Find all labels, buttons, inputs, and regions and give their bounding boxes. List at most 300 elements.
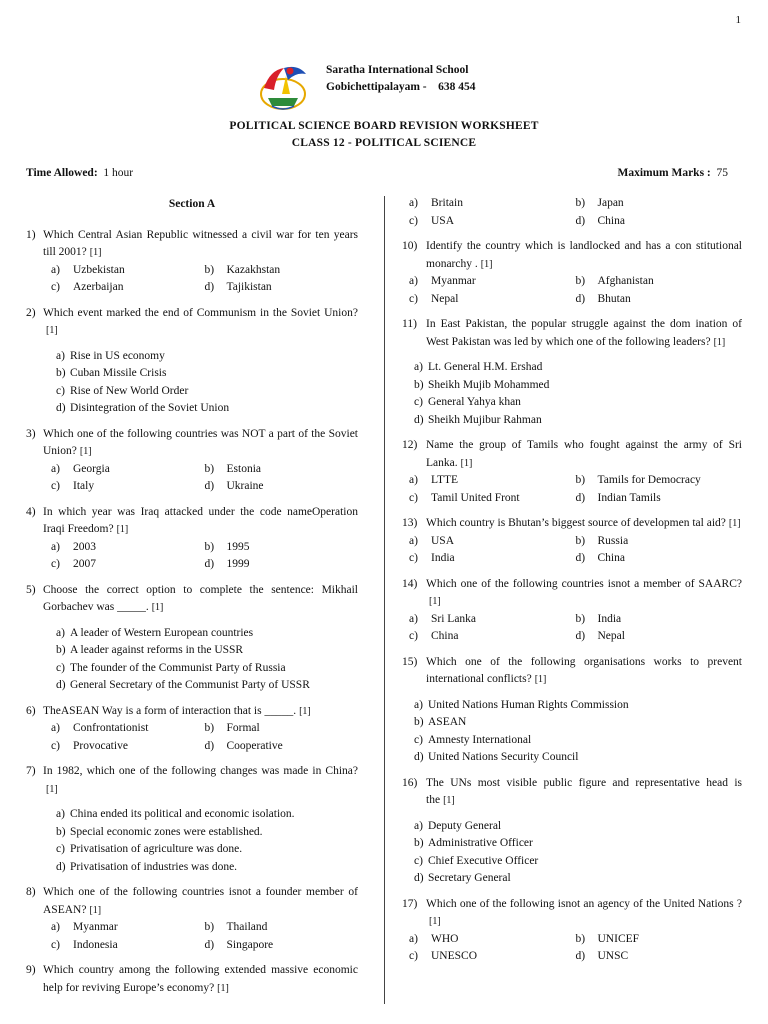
- option-letter: a): [409, 275, 418, 287]
- question-stem: [26, 504, 358, 539]
- option-letter: d): [414, 751, 424, 763]
- right-column: [402, 195, 742, 974]
- option-letter: a): [51, 921, 60, 933]
- question-13: [402, 515, 742, 568]
- question-mark: [1]: [429, 916, 441, 927]
- option-text: Sheikh Mujib Mohammed: [428, 378, 550, 391]
- question-mark: [1]: [443, 795, 455, 806]
- option-14-2: [576, 611, 743, 629]
- option-text: Indonesia: [73, 938, 118, 951]
- question-11: [402, 316, 742, 429]
- option-9-2: [576, 195, 743, 213]
- question-stem: [402, 316, 742, 351]
- question-text: In East Pakistan, the popular struggle against the dom ination of West Pakistan was led by which one of the following leaders?: [426, 318, 742, 348]
- option-letter: d): [414, 413, 424, 426]
- option-text: General Yahya khan: [428, 396, 521, 408]
- option-letter: c): [414, 854, 423, 867]
- question-text-block: [43, 227, 358, 262]
- option-text: Myanmar: [73, 921, 118, 933]
- option-letter: c): [414, 396, 423, 408]
- option-text: Lt. General H.M. Ershad: [428, 361, 543, 373]
- question-options: [26, 461, 358, 496]
- question-text: Which one of the following isnot an agency of the United Nations ?: [426, 897, 742, 910]
- option-7-4: [56, 859, 358, 877]
- option-letter: c): [409, 292, 418, 305]
- option-letter: a): [409, 612, 418, 625]
- option-letter: b): [575, 612, 586, 625]
- option-5-3: [56, 660, 358, 678]
- option-letter: b): [204, 263, 215, 276]
- option-letter: b): [414, 378, 424, 391]
- question-stem: [402, 515, 742, 533]
- option-1-4: [205, 279, 359, 297]
- question-stem: [26, 582, 358, 617]
- option-letter: b): [204, 921, 215, 933]
- question-mark: [1]: [151, 602, 164, 613]
- option-16-2: [414, 835, 742, 853]
- option-16-3: [414, 853, 742, 871]
- option-text: Indian Tamils: [597, 491, 661, 504]
- right-question-list: [402, 238, 742, 966]
- option-letter: b): [414, 837, 424, 849]
- option-text: 2003: [73, 540, 96, 553]
- option-letter: d): [575, 552, 586, 564]
- class-title: CLASS 12 - POLITICAL SCIENCE: [291, 137, 477, 149]
- question-mark: [1]: [429, 596, 441, 607]
- option-11-1: [414, 359, 742, 377]
- question-9: [26, 962, 358, 997]
- option-text: China ended its political and economic isolation.: [70, 808, 295, 820]
- question-options: [26, 262, 358, 297]
- question-text: Identify the country which is landlocked and has a con stitutional monarchy .: [426, 240, 742, 270]
- option-text: LTTE: [431, 474, 459, 486]
- question-number: 17): [402, 897, 418, 910]
- option-letter: c): [51, 558, 60, 570]
- option-3-3: [51, 478, 205, 496]
- question-options: [402, 273, 742, 308]
- option-text: China: [597, 552, 625, 564]
- question-options: [26, 919, 358, 954]
- option-7-1: [56, 806, 358, 824]
- question-number: 9): [26, 964, 36, 976]
- option-text: Ukraine: [226, 480, 264, 492]
- question-options: [402, 818, 742, 888]
- option-text: China: [431, 630, 459, 642]
- option-letter: d): [56, 860, 66, 873]
- option-letter: b): [575, 932, 586, 945]
- question-options: [402, 472, 742, 507]
- question-text-block: [426, 896, 742, 931]
- question-stem: [26, 962, 358, 997]
- question-options: [26, 720, 358, 755]
- option-letter: b): [204, 540, 215, 553]
- option-letter: c): [409, 552, 418, 564]
- question-text-block: [426, 654, 742, 689]
- question-options: [26, 348, 358, 418]
- option-letter: d): [414, 872, 424, 884]
- option-13-2: [576, 533, 743, 551]
- question-text: TheASEAN Way is a form of interaction that is _____.: [43, 704, 297, 717]
- option-text: UNSC: [597, 950, 629, 962]
- question-number: 3): [26, 427, 36, 440]
- option-letter: d): [204, 938, 215, 951]
- option-9-3: [409, 213, 576, 231]
- question-14: [402, 576, 742, 646]
- question-options: [26, 806, 358, 876]
- question-12: [402, 437, 742, 507]
- question-stem: [402, 896, 742, 931]
- question-text: Name the group of Tamils who fought against the army of Sri Lanka.: [426, 439, 742, 469]
- question-mark: [1]: [217, 982, 229, 994]
- question-mark: [1]: [89, 247, 102, 258]
- question-text: The UNs most visible public figure and representative head is the: [426, 776, 742, 806]
- question-stem: [26, 763, 358, 798]
- option-17-2: [576, 931, 743, 949]
- option-1-2: [205, 262, 359, 280]
- question-stem: [26, 227, 358, 262]
- option-letter: b): [56, 367, 66, 379]
- section-a-title: Section A: [168, 198, 216, 210]
- question-number: 11): [402, 318, 417, 330]
- question-number: 16): [402, 776, 418, 789]
- question-text: In which year was Iraq attacked under the code nameOperation Iraqi Freedom?: [43, 505, 358, 535]
- option-letter: b): [204, 462, 215, 475]
- question-text: Which one of the following countries isnot a founder member of ASEAN?: [43, 886, 358, 916]
- option-letter: d): [575, 491, 586, 504]
- question-options: [402, 533, 742, 568]
- option-6-1: [51, 720, 205, 738]
- question-options: [402, 359, 742, 429]
- option-17-1: [409, 931, 576, 949]
- time-allowed-value: 1 hour: [103, 167, 134, 179]
- option-text: Uzbekistan: [73, 263, 125, 276]
- option-text: United Nations Human Rights Commission: [428, 698, 629, 711]
- question-text-block: [43, 582, 358, 617]
- option-13-3: [409, 550, 576, 568]
- option-4-4: [205, 556, 359, 574]
- option-10-1: [409, 273, 576, 291]
- option-16-4: [414, 870, 742, 888]
- option-text: Privatisation of industries was done.: [70, 860, 238, 873]
- option-text: Cuban Missile Crisis: [70, 367, 167, 379]
- option-text: India: [597, 612, 622, 625]
- option-14-3: [409, 628, 576, 646]
- question-number: 8): [26, 886, 36, 898]
- option-letter: a): [56, 349, 65, 362]
- option-text: Nepal: [431, 292, 459, 305]
- question-text-block: [426, 316, 742, 351]
- question-number: 13): [402, 517, 418, 529]
- option-8-1: [51, 919, 205, 937]
- question-5: [26, 582, 358, 695]
- option-13-1: [409, 533, 576, 551]
- option-text: Special economic zones were established.: [70, 825, 263, 838]
- option-text: Singapore: [226, 938, 274, 951]
- question-text: Which Central Asian Republic witnessed a civil war for ten years till 2001?: [43, 228, 358, 258]
- option-text: Italy: [73, 480, 95, 492]
- max-marks-value: 75: [716, 167, 728, 179]
- option-text: 2007: [73, 558, 96, 570]
- question-17: [402, 896, 742, 966]
- option-text: Rise of New World Order: [70, 384, 189, 397]
- option-7-2: [56, 824, 358, 842]
- question-text: In 1982, which one of the following changes was made in China?: [43, 765, 358, 777]
- question-7: [26, 763, 358, 876]
- question-stem: [402, 775, 742, 810]
- option-text: 1995: [226, 540, 250, 553]
- option-8-4: [205, 937, 359, 955]
- question-text: Which country among the following extended massive economic help for reviving Europe’s economy?: [43, 964, 358, 994]
- option-letter: b): [575, 534, 586, 547]
- option-text: Afghanistan: [597, 275, 654, 287]
- option-letter: d): [575, 630, 586, 642]
- question-options: [402, 931, 742, 966]
- question-mark: [1]: [534, 674, 547, 685]
- question-text: Choose the correct option to complete the sentence: Mikhail Gorbachev was _____.: [43, 583, 358, 613]
- option-15-3: [414, 732, 742, 750]
- option-letter: c): [409, 491, 418, 504]
- option-text: Disintegration of the Soviet Union: [70, 402, 230, 414]
- option-text: Secretary General: [428, 872, 511, 884]
- option-9-4: [576, 213, 743, 231]
- question-10: [402, 238, 742, 308]
- question-text-block: [43, 703, 358, 721]
- left-question-list: [26, 227, 358, 998]
- option-letter: c): [56, 843, 65, 855]
- option-letter: d): [575, 292, 586, 305]
- option-text: Azerbaijan: [73, 281, 124, 293]
- option-text: India: [431, 552, 455, 564]
- question-mark: [1]: [79, 446, 92, 457]
- option-3-4: [205, 478, 359, 496]
- option-text: 1999: [226, 558, 250, 570]
- option-letter: b): [575, 275, 586, 287]
- option-text: USA: [431, 214, 455, 227]
- question-text: Which one of the following countries was NOT a part of the Soviet Union?: [43, 427, 358, 457]
- option-letter: b): [575, 474, 586, 486]
- option-text: Privatisation of agriculture was done.: [70, 843, 243, 855]
- option-5-4: [56, 677, 358, 695]
- worksheet-title: POLITICAL SCIENCE BOARD REVISION WORKSHEET: [229, 120, 539, 132]
- option-6-4: [205, 738, 359, 756]
- question-stem: [402, 576, 742, 611]
- option-8-2: [205, 919, 359, 937]
- option-17-4: [576, 948, 743, 966]
- option-4-1: [51, 539, 205, 557]
- option-letter: a): [51, 462, 60, 475]
- option-10-4: [576, 291, 743, 309]
- question-mark: [1]: [299, 705, 311, 717]
- option-text: The founder of the Communist Party of Russia: [70, 661, 286, 674]
- option-text: UNESCO: [431, 950, 478, 962]
- question-mark: [1]: [116, 524, 129, 535]
- option-letter: b): [414, 716, 424, 728]
- option-11-4: [414, 412, 742, 430]
- option-text: China: [597, 214, 625, 227]
- question-text-block: [43, 426, 358, 461]
- option-letter: a): [51, 722, 60, 734]
- option-text: Provocative: [73, 739, 128, 752]
- option-14-4: [576, 628, 743, 646]
- option-13-4: [576, 550, 743, 568]
- option-15-4: [414, 749, 742, 767]
- column-divider: [384, 196, 385, 1004]
- question-text: Which country is Bhutan’s biggest source of developmen tal aid?: [426, 517, 726, 529]
- option-text: Kazakhstan: [226, 263, 281, 276]
- option-text: Britain: [431, 197, 463, 209]
- school-pin: 638 454: [438, 81, 476, 93]
- option-letter: b): [56, 825, 66, 838]
- question-text: Which event marked the end of Communism in the Soviet Union?: [43, 306, 358, 319]
- question-text-block: [43, 962, 358, 997]
- option-letter: a): [56, 808, 65, 820]
- option-letter: b): [56, 644, 66, 656]
- option-letter: c): [51, 739, 60, 752]
- option-text: Georgia: [73, 462, 110, 475]
- option-4-2: [205, 539, 359, 557]
- option-15-2: [414, 714, 742, 732]
- option-letter: d): [56, 402, 66, 414]
- option-3-1: [51, 461, 205, 479]
- question-text-block: [43, 763, 358, 798]
- question-16: [402, 775, 742, 888]
- option-text: Tamil United Front: [431, 491, 520, 504]
- question-mark: [1]: [46, 325, 58, 336]
- max-marks-label: Maximum Marks :: [617, 167, 711, 179]
- question-mark: [1]: [460, 457, 473, 469]
- option-15-1: [414, 697, 742, 715]
- option-10-2: [576, 273, 743, 291]
- question-number: 4): [26, 505, 36, 518]
- option-12-4: [576, 490, 743, 508]
- option-text: UNICEF: [597, 932, 640, 945]
- option-12-2: [576, 472, 743, 490]
- option-2-3: [56, 383, 358, 401]
- question-number: 12): [402, 439, 418, 451]
- school-name: Saratha International School: [326, 64, 469, 76]
- question-text-block: [426, 775, 742, 810]
- question-mark: [1]: [46, 783, 58, 795]
- option-text: Formal: [226, 722, 260, 734]
- option-letter: d): [204, 739, 215, 752]
- time-allowed-label: Time Allowed:: [26, 167, 98, 179]
- option-text: Amnesty International: [428, 733, 532, 746]
- option-12-1: [409, 472, 576, 490]
- question-text-block: [43, 884, 358, 919]
- question-stem: [402, 437, 742, 472]
- option-letter: d): [575, 214, 586, 227]
- question-text-block: [426, 437, 742, 472]
- option-letter: c): [56, 384, 65, 397]
- question-number: 1): [26, 228, 36, 241]
- option-letter: c): [409, 950, 418, 962]
- school-header: [250, 58, 550, 118]
- option-letter: b): [575, 197, 586, 209]
- question-15: [402, 654, 742, 767]
- option-letter: c): [414, 733, 423, 746]
- option-text: Nepal: [597, 630, 625, 642]
- question-mark: [1]: [480, 258, 493, 270]
- option-letter: b): [204, 722, 215, 734]
- option-7-3: [56, 841, 358, 859]
- question-1: [26, 227, 358, 297]
- option-11-2: [414, 377, 742, 395]
- question-options: [402, 611, 742, 646]
- option-text: ASEAN: [428, 716, 467, 728]
- option-text: Tamils for Democracy: [597, 474, 701, 486]
- option-text: Confrontationist: [73, 722, 149, 734]
- option-text: A leader of Western European countries: [70, 626, 254, 639]
- page-number: 1: [735, 14, 741, 26]
- option-letter: d): [56, 679, 66, 691]
- question-stem: [402, 654, 742, 689]
- option-letter: c): [409, 630, 418, 642]
- option-letter: c): [51, 281, 60, 293]
- question-options: [402, 697, 742, 767]
- option-5-2: [56, 642, 358, 660]
- question-stem: [26, 884, 358, 919]
- option-text: Japan: [597, 197, 624, 209]
- option-text: Estonia: [226, 462, 261, 475]
- option-text: United Nations Security Council: [428, 751, 579, 763]
- question-number: 10): [402, 240, 418, 252]
- question-options: [26, 625, 358, 695]
- option-text: Thailand: [226, 921, 268, 933]
- question-8: [26, 884, 358, 954]
- question-number: 7): [26, 765, 36, 777]
- question-number: 2): [26, 306, 36, 319]
- option-5-1: [56, 625, 358, 643]
- option-letter: d): [204, 281, 215, 293]
- option-12-3: [409, 490, 576, 508]
- option-letter: c): [51, 938, 60, 951]
- option-letter: a): [414, 819, 423, 832]
- option-6-3: [51, 738, 205, 756]
- option-letter: d): [204, 480, 215, 492]
- question-text-block: [426, 576, 742, 611]
- option-letter: a): [409, 932, 418, 945]
- option-letter: a): [51, 263, 60, 276]
- question-3: [26, 426, 358, 496]
- option-letter: c): [51, 480, 60, 492]
- option-2-2: [56, 365, 358, 383]
- left-column: [26, 196, 358, 1005]
- option-text: General Secretary of the Communist Party of USSR: [70, 679, 310, 691]
- option-letter: a): [51, 540, 60, 553]
- question-4: [26, 504, 358, 574]
- option-3-2: [205, 461, 359, 479]
- question-stem: [26, 305, 358, 340]
- question-stem: [26, 426, 358, 461]
- option-2-1: [56, 348, 358, 366]
- option-text: Cooperative: [226, 739, 283, 752]
- question-text: Which one of the following organisations works to prevent international conflicts?: [426, 655, 742, 685]
- question-text-block: [43, 305, 358, 340]
- option-16-1: [414, 818, 742, 836]
- question-mark: [1]: [713, 336, 726, 348]
- option-11-3: [414, 394, 742, 412]
- option-text: Myanmar: [431, 275, 476, 287]
- question-number: 15): [402, 655, 418, 668]
- question-mark: [1]: [728, 518, 741, 529]
- option-letter: d): [575, 950, 586, 962]
- question-stem: [402, 238, 742, 273]
- option-text: WHO: [431, 932, 459, 945]
- school-city: Gobichettipalayam -: [326, 81, 427, 93]
- option-letter: d): [204, 558, 215, 570]
- option-1-3: [51, 279, 205, 297]
- question-number: 5): [26, 583, 36, 596]
